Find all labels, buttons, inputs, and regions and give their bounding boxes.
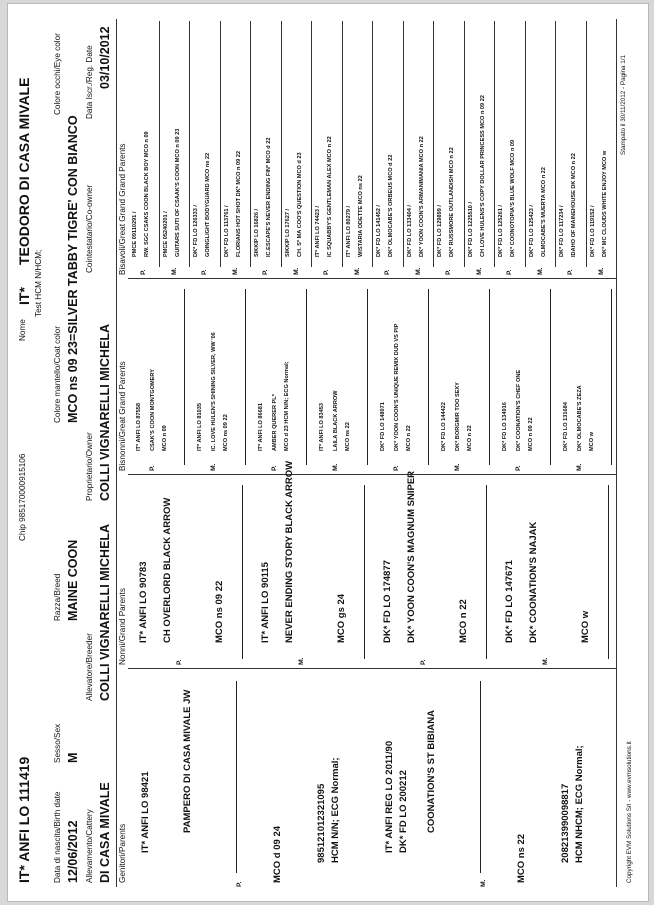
copyright: Copyright EVM Solutions Srl - www.evmsolutions.it [626,741,633,883]
gggp-divider [433,21,434,267]
gggp-name: DK* RUSSMORE OUTLANDISH MCO n 22 [449,147,455,257]
gggp-tag: M. [170,267,178,275]
print-info: Stampato il 30/11/2012 - Pagina 1/1 [620,54,627,155]
sire-ems: MCO d 09 24 [272,825,283,883]
ggp-name: LAILA BLACK ARROW [333,390,339,451]
gggp-name: RW. SGC CSAKS COON BLACK BOY MCO n 09 [144,131,150,257]
ggp-branch [489,289,490,465]
header-rule [116,19,117,887]
grandparent-name: DK* COONATION'S NAJAK [528,521,539,643]
dam-chip: 208213990098817 [560,783,571,863]
ggp-reg: DK* FD LO 144422 [441,402,447,451]
gggp-tag: P. [384,269,391,275]
grandparent-branch [242,485,243,659]
gggp-reg: DK* FD LO 129899 / [437,205,443,257]
grandparent-ems: MCO gs 24 [336,593,347,643]
sire-tag: P. [236,881,243,887]
eye-label: Colore occhi/Eye color [53,33,62,115]
ggp-reg: IT* ANFI LO 87558 [136,403,142,451]
ggp-ems: MCO n 22 [467,425,473,451]
coowner-label: Cointestatario/Co-owner [85,184,94,273]
ggp-ems: MCO ns 22 [345,422,351,451]
grandparent-ems: MCO ns 09 22 [214,580,225,643]
gggp-name: IC SQUABBY'S GENTLEMAN ALEX MCO n 22 [327,136,333,257]
ggp-ems: MCO w [589,432,595,451]
pedigree-sheet [7,3,649,902]
ggp-ems: MCO d 23 HCM N/N; ECG Normal; [284,361,290,451]
col-parents: Genitori/Parents [118,823,127,883]
gggp-tag: M. [597,267,605,275]
gggp-tag: M. [475,267,483,275]
ggp-branch [367,289,368,465]
gggp-reg: DK* FD LO 119152 / [589,205,596,257]
gggp-reg: DK* FD LO 113761 / [223,205,230,257]
ggp-tag: P. [515,465,522,471]
gggp-name: WISTARIA ODETTE MCO ns 22 [357,175,364,257]
cat-registration: IT* ANFI LO 111419 [16,756,32,883]
ggp-name: AMBER QUERER PL* [272,394,278,451]
gggp-divider [250,21,251,267]
gggp-tag: M. [353,267,361,275]
gggp-tag: P. [567,269,574,275]
test-result: Test HCM N/HCM; [34,249,43,317]
gggp-name: GOINGLIGHT BODYGUARD MCO ns 22 [205,152,211,257]
grandparent-name: DK* YOON COON'S MAGNUM SNIPER [406,470,417,643]
column-divider [128,474,616,475]
gggp-divider [159,21,160,267]
ggp-branch [428,289,429,465]
gggp-name: DK* OLMOCABE'S ORBEUS MCO d 22 [388,154,394,257]
gggp-name: FLORIANS HOT SHOT DK* MCO n 09 22 [235,151,242,257]
ggp-tag: M. [332,463,339,471]
dam-name: COONATION'S ST BIBIANA [426,710,437,833]
gggp-divider [494,21,495,267]
cat-name: TEODORO DI CASA MIVALE [16,77,32,265]
breeder-label: Allevatore/Breeder [85,633,94,701]
grandparent-name: CH OVERLORD BLACK ARROW [162,497,173,643]
sire-test: HCM N/N; ECG Normal; [330,757,341,863]
grandparent-reg: DK* FD LO 174877 [382,560,393,643]
gggp-reg: DK* FD LO 125261 / [498,205,504,257]
ggp-name: IC. LOVE HULEN'S SHINING SILVER, WW '06 [211,332,217,451]
gggp-reg: DK* FD LO 1225510 / [467,201,474,257]
gggp-divider [281,21,282,267]
ggp-tag: M. [454,463,461,471]
ggp-name: DK* YOON COON'S UNIQUE REMIX DUD VS PIP [394,323,400,451]
dam-reg2: DK* FD LO 200212 [398,770,409,853]
column-divider [128,668,616,669]
grandparent-reg: IT* ANFI LO 90783 [138,561,149,643]
ggp-branch [611,289,612,465]
grandparent-ems: MCO w [580,610,591,643]
gggp-name: CH. S* MA COO'S QUESTION MCO d 23 [296,152,303,257]
ggp-ems: MCO n 09 [162,425,168,451]
col-gg-grandparents: Bisavoli/Great Grand Grand Parents [118,143,127,275]
ggp-ems: MCO ns 09 22 [223,414,229,451]
ggp-branch [550,289,551,465]
grandparent-branch [486,485,487,659]
ggp-reg: DK* FD LO 131684 [563,402,569,451]
name-label: Nome [18,319,27,341]
ggp-reg: IT* ANFI LO 86681 [258,403,264,451]
ggp-reg: IT* ANFI LO 83453 [319,403,325,451]
gggp-name: DK* MC CLOUDS WHITE ENJOY MCO w [601,150,608,257]
birth-date: 12/06/2012 [66,820,80,883]
grandparent-reg: IT* ANFI LO 90115 [260,562,271,643]
ggp-tag: P. [271,465,278,471]
breed-value: MAINE COON [66,539,80,621]
coat-label: Colore mantello/Coat color [53,326,62,423]
breed-label: Razza/Breed [53,573,62,621]
gggp-tag: P. [262,269,269,275]
grandparent-reg: DK* FD LO 147671 [504,560,515,643]
ggp-reg: DK* FD LO 134916 [502,402,508,451]
gggp-name: DK* COONOTOPIA'S BLUE WOLF MCO n 09 [510,139,516,257]
gggp-divider [311,21,312,267]
ggp-branch [184,289,185,465]
gggp-tag: M. [231,267,239,275]
chip-number: Chip 985170000915106 [18,453,27,541]
dam-tag: M. [480,879,487,887]
gggp-divider [189,21,190,267]
grandparent-branch [608,485,609,659]
grandparent-tag: M. [298,657,305,665]
gggp-divider [403,21,404,267]
sire-branch [236,681,237,873]
regdate-label: Data Iscr./Reg. Date [85,45,94,119]
gggp-tag: P. [506,269,513,275]
dam-ems: MCO ns 22 [516,833,527,883]
sex-label: Sesso/Sex [53,723,62,763]
ggp-ems: MCO n 09 22 [528,417,534,451]
gggp-reg: DK* FD LO 117234 / [559,205,565,257]
breeder-value: COLLI VIGNARELLI MICHELA [98,523,112,701]
regdate-value: 03/10/2012 [98,26,112,89]
gggp-divider [464,21,465,267]
gggp-tag: M. [414,267,422,275]
sire-reg: IT* ANFI LO 98421 [140,771,151,853]
ggp-reg: IT* ANFI LO 81035 [197,403,203,451]
gggp-reg: PMCE 09110291 / [132,211,138,257]
dam-reg: IT* ANFI REG LO 2011/90 [384,740,395,853]
tree-bottom-rule [616,19,617,887]
col-great-grandparents: Bisnonni/Great Grand Parents [118,361,127,471]
grandparent-name: NEVER ENDING STORY BLACK ARROW [284,460,295,643]
col-grandparents: Nonni/Grand Parents [118,588,127,665]
pedigree-page [8,4,648,901]
gggp-name: OLMOCABE'S MUERTA MCO n 22 [540,167,547,257]
ggp-ems: MCO n 22 [406,425,412,451]
grandparent-ems: MCO n 22 [458,599,469,643]
gggp-tag: P. [323,269,330,275]
ggp-reg: DK* FD LO 148071 [380,402,386,451]
name-prefix: IT* [16,287,32,305]
ggp-tag: M. [210,463,217,471]
gggp-reg: DK* FD LO 133404 / [406,205,413,257]
ggp-tag: M. [576,463,583,471]
dam-branch [480,681,481,873]
gggp-name: IC.ESCAPE'S NEVER ENDING FIN* MCO d 22 [266,137,272,257]
gggp-reg: DK* FD LO 126333 / [193,205,199,257]
owner-value: COLLI VIGNARELLI MICHELA [98,323,112,501]
gggp-reg: IT* ANFI LO 74423 / [315,205,321,257]
gggp-divider [525,21,526,267]
gggp-tag: P. [445,269,452,275]
birth-label: Data di nascita/Birth date [53,791,62,883]
ggp-name: DK* COONATION'S CHEF ONE [516,369,522,451]
ggp-name: DK* OLMOCABE'S ZEZA [577,385,583,451]
dam-test: HCM NHCM; ECG Normal; [574,745,585,863]
gggp-divider [372,21,373,267]
grandparent-tag: P. [176,659,183,665]
ggp-branch [306,289,307,465]
cattery-value: DI CASA MIVALE [98,782,112,883]
sex-value: M [66,752,80,763]
gggp-name: IDAHO OF MAINEHOUSE DK MCO n 22 [571,153,577,257]
gggp-tag: P. [201,269,208,275]
gggp-reg: SIKKIP LO 17627 / [284,208,291,257]
ggp-branch [245,289,246,465]
sire-chip: 985121012321095 [316,783,327,863]
ggp-tag: P. [149,465,156,471]
ggp-name: DK* BORGMIR TOO SEXY [455,382,461,451]
gggp-reg: DK* FD LO 141452 / [376,205,382,257]
gggp-reg: PMCE 05240201 / [162,211,169,257]
grandparent-branch [364,485,365,659]
coat-value: MCO ns 09 23=SILVER TABBY TIGRE' CON BIANCO [66,115,80,423]
gggp-tag: P. [140,269,147,275]
grandparent-tag: P. [420,659,427,665]
gggp-reg: SIKKIP LO 16826 / [254,208,260,257]
gggp-divider [342,21,343,267]
gggp-divider [220,21,221,267]
ggp-tag: P. [393,465,400,471]
cattery-label: Allevamento/Cattery [85,809,94,883]
gggp-tag: M. [536,267,544,275]
gggp-name: DK* YOON COON'S ARMANIMANIA MCO n 22 [418,136,425,257]
gggp-name: GUITARS SUTI OF CSAAK'S COON MCO n 09 23 [174,128,181,257]
ggp-name: CSAK'S COON MONTGOMERY [150,369,156,451]
sire-name: PAMPERO DI CASA MIVALE JW [182,689,193,833]
gggp-reg: DK* FD LO 125423 / [528,205,535,257]
gggp-tag: M. [292,267,300,275]
gggp-divider [555,21,556,267]
gggp-reg: IT* ANFI LO 80279 / [345,205,352,257]
owner-label: Proprietario/Owner [85,432,94,501]
gggp-name: CH LOVE HULENS'S COPY DOLLAR PRINCESS MCO n 09 22 [479,95,486,257]
column-divider [128,278,616,279]
gggp-divider [586,21,587,267]
grandparent-tag: M. [542,657,549,665]
